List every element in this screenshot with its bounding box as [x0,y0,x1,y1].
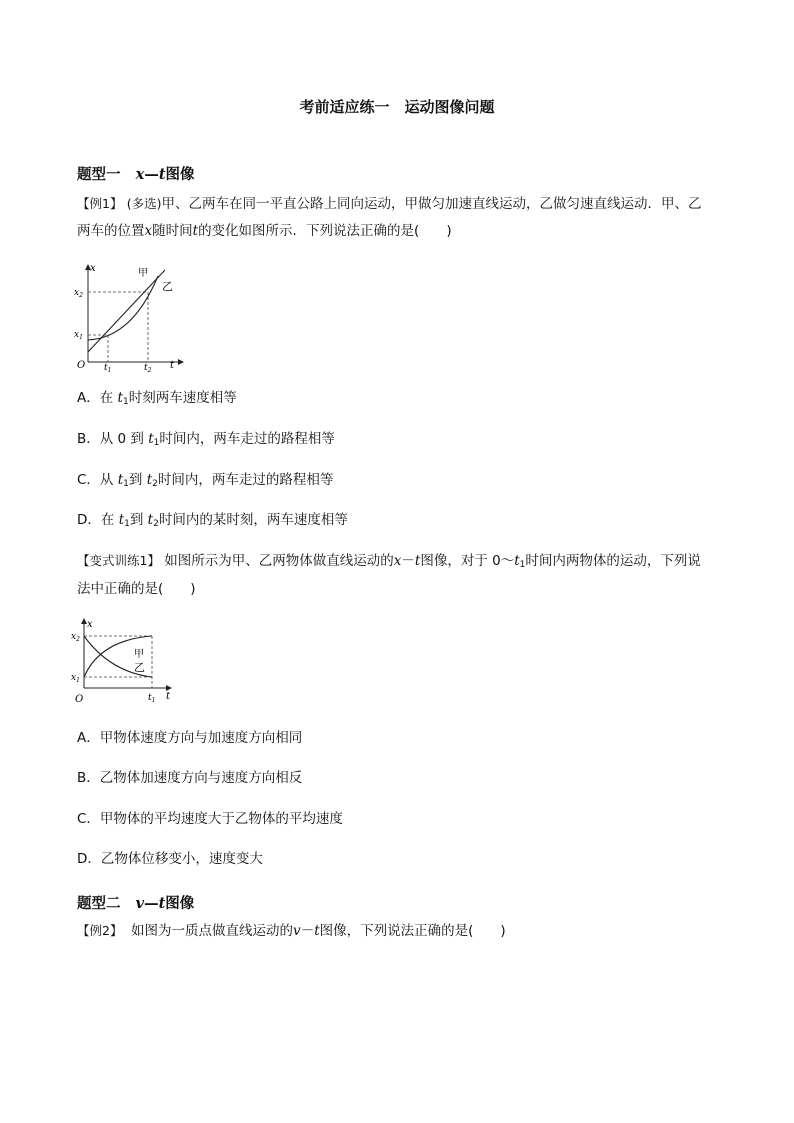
page-title: 考前适应练一 运动图像问题 [299,98,495,116]
example-tag: 【例1】 [77,196,123,211]
x-axis-label: t [166,691,171,702]
origin-label: O [77,360,86,371]
option-c-1[interactable]: C．从 $t_1$到 $t_2$时间内，两车走过的路程相等 [77,472,334,489]
option-d-2[interactable]: D．乙物体位移变小，速度变大 [77,851,263,867]
variant-tag: 【变式训练1】 [77,553,160,568]
example-tag: 【例2】 [77,923,123,938]
x-axis-label: t [170,360,175,371]
jia-label: 甲 [138,268,148,279]
option-d-1[interactable]: D．在 $t_1$到 $t_2$时间内的某时刻，两车速度相等 [77,512,348,529]
example-2-line-1: 【例2】 如图为一质点做直线运动的v－t图像，下列说法正确的是( ) [77,923,506,939]
x-t-graph-1 [70,260,190,374]
t1-label: $t_1$ [104,363,112,374]
t1-label: $t_1$ [148,693,156,704]
yi-label: 乙 [134,661,145,674]
variant-1-line-2: 法中正确的是( ) [77,581,196,597]
section-label: 题型一 [77,167,121,183]
y-axis-label: x [87,619,93,630]
option-b-1[interactable]: B．从 0 到 $t_1$时间内，两车走过的路程相等 [77,431,335,448]
section-heading-2: 题型二 v—t图像 [77,895,195,912]
x2-label: $x_2$ [74,288,83,299]
y-axis-label: x [90,263,96,274]
jia-label: 甲 [134,649,144,660]
option-b-2[interactable]: B．乙物体加速度方向与速度方向相反 [77,770,303,786]
x2-label: $x_2$ [71,632,80,643]
variant-1-line-1: 【变式训练1】 如图所示为甲、乙两物体做直线运动的x－t图像，对于 $0\sim t_1$时间内两物体的运动，下列说 [77,553,701,570]
example-1-line-2: 两车的位置x随时间t的变化如图所示．下列说法正确的是( ) [77,223,452,239]
x1-label: $x_1$ [74,330,83,341]
x1-label: $x_1$ [71,673,80,684]
option-c-2[interactable]: C．甲物体的平均速度大于乙物体的平均速度 [77,811,343,827]
option-a-2[interactable]: A．甲物体速度方向与加速度方向相同 [77,730,303,746]
x-t-graph-2 [70,614,180,706]
section-heading-1: 题型一 x—t图像 [77,166,195,183]
example-1-line-1: 【例1】 (多选)甲、乙两车在同一平直公路上同向运动，甲做匀加速直线运动，乙做匀速直线运动．甲、乙 [77,196,702,212]
option-a-1[interactable]: A．在 $t_1$时刻两车速度相等 [77,390,237,407]
t2-label: $t_2$ [144,363,152,374]
yi-label: 乙 [162,280,173,293]
section-label: 题型二 [77,896,121,912]
origin-label: O [75,694,84,705]
